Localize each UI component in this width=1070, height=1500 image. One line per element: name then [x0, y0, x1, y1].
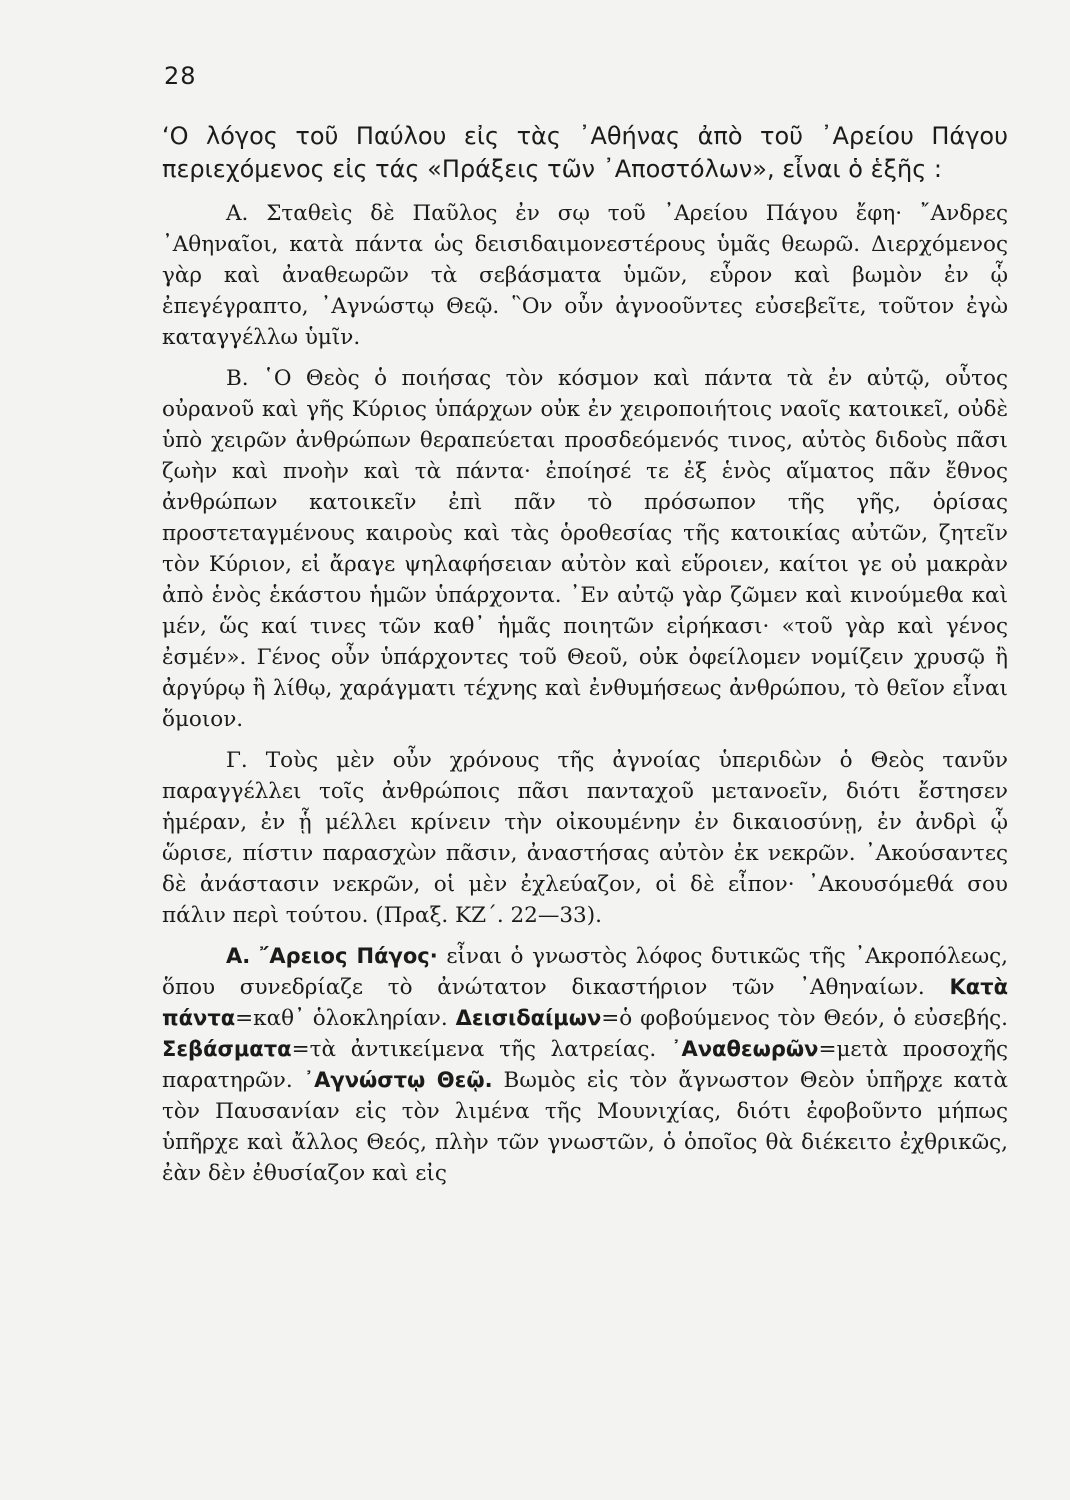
note-gloss: =μετὰ προσοχῆς παρατηρῶν. — [162, 1037, 1008, 1093]
note-gloss: =τὰ ἀντικείμενα τῆς λατρείας. — [291, 1037, 671, 1062]
page-number: 28 — [164, 62, 197, 90]
section-a-text: Σταθεὶς δὲ Παῦλος ἐν σῳ τοῦ ᾿Αρείου Πάγου ἔφη· ῎Ανδρες ᾿Αθηναῖοι, κατὰ πάντα ὡς δεισιδαιμονεστέρους ὑμᾶς θεωρῶ. Διερχόμενος γὰρ καὶ ἀναθεωρῶν τὰ σεβάσματα ὑμῶν, εὗρον καὶ βωμὸν ἐν ᾧ ἐπεγέγραπτο, ᾿Αγνώστῳ Θεῷ. ῝Ον οὖν ἀγνοοῦντες εὐσεβεῖτε, τοῦτον ἐγὼ καταγγέλλω ὑμῖν. — [162, 201, 1008, 350]
section-b-marker: Β. — [226, 366, 249, 391]
section-c-text: Τοὺς μὲν οὖν χρόνους τῆς ἀγνοίας ὑπεριδὼν ὁ Θεὸς τανῦν παραγγέλλει τοῖς ἀνθρώποις πᾶσι πανταχοῦ μετανοεῖν, διότι ἔστησεν ἡμέραν, ἐν ᾗ μέλλει κρίνειν τὴν οἰκουμένην ἐν δικαιοσύνῃ, ἐν ἀνδρὶ ᾧ ὥρισε, πίστιν παρασχὼν πᾶσιν, ἀναστήσας αὐτὸν ἐκ νεκρῶν. ᾿Ακούσαντες δὲ ἀνάστασιν νεκρῶν, οἱ μὲν ἐχλεύαζον, οἱ δὲ εἶπον· ᾿Ακουσόμεθά σου πάλιν περὶ τούτου. (Πραξ. ΚΖ΄. 22—33). — [162, 748, 1008, 928]
notes-paragraph — [162, 941, 1008, 1189]
note-term: ᾿Αγνώστῳ Θεῷ. — [303, 1068, 493, 1092]
page-content — [162, 120, 1008, 1211]
note-gloss: =ὁ φοβούμενος τὸν Θεόν, ὁ εὐσεβής. — [601, 1006, 1008, 1031]
notes-marker: Α. — [226, 944, 251, 968]
note-term: Σεβάσματα — [162, 1037, 292, 1061]
note-gloss: Βωμὸς εἰς τὸν ἄγνωστον Θεὸν ὑπῆρχε κατὰ τὸν Παυσανίαν εἰς τὸν λιμένα τῆς Μουνιχίας, διότι ἐφοβοῦντο μήπως ὑπῆρχε καὶ ἄλλος Θεός, πλὴν τῶν γνωστῶν, ὁ ὁποῖος θὰ διέκειτο ἐχθρικῶς, ἐὰν δὲν ἐθυσίαζον καὶ εἰς — [162, 1068, 1008, 1186]
note-term: ῎Αρειος Πάγος· — [258, 944, 438, 968]
section-c — [162, 745, 1008, 931]
section-c-marker: Γ. — [226, 748, 248, 773]
note-term: ᾿Αναθεωρῶν — [670, 1037, 819, 1061]
section-a-marker: Α. — [226, 201, 249, 226]
intro-paragraph: ‘Ο λόγος τοῦ Παύλου εἰς τὰς ᾿Αθήνας ἀπὸ τοῦ ᾿Αρείου Πάγου περιεχόμενος εἰς τάς «Πράξεις τῶν ᾿Αποστόλων», εἶναι ὁ ἑξῆς : — [162, 122, 1008, 183]
section-a — [162, 198, 1008, 353]
note-term: Κατὰ πάντα — [162, 975, 1008, 1030]
note-term: Δεισιδαίμων — [455, 1006, 602, 1030]
section-b-text: ῾Ο Θεὸς ὁ ποιήσας τὸν κόσμον καὶ πάντα τὰ ἐν αὐτῷ, οὗτος οὐρανοῦ καὶ γῆς Κύριος ὑπάρχων οὐκ ἐν χειροποιήτοις ναοῖς κατοικεῖ, οὐδὲ ὑπὸ χειρῶν ἀνθρώπων θεραπεύεται προσδεόμενός τινος, αὐτὸς διδοὺς πᾶσι ζωὴν καὶ πνοὴν καὶ τὰ πάντα· ἐποίησέ τε ἐξ ἑνὸς αἵματος πᾶν ἔθνος ἀνθρώπων κατοικεῖν ἐπὶ πᾶν τὸ πρόσωπον τῆς γῆς, ὁρίσας προστεταγμένους καιροὺς καὶ τὰς ὁροθεσίας τῆς κατοικίας αὐτῶν, ζητεῖν τὸν Κύριον, εἰ ἄραγε ψηλαφήσειαν αὐτὸν καὶ εὕροιεν, καίτοι γε οὐ μακρὰν ἀπὸ ἑνὸς ἑκάστου ἡμῶν ὑπάρχοντα. ᾿Εν αὐτῷ γὰρ ζῶμεν καὶ κινούμεθα καὶ μέν, ὥς καί τινες τῶν καθ᾿ ἡμᾶς ποιητῶν εἰρήκασι· «τοῦ γὰρ καὶ γένος ἐσμέν». Γένος οὖν ὑπάρχοντες τοῦ Θεοῦ, οὐκ ὀφείλομεν νομίζειν χρυσῷ ἢ ἀργύρῳ ἢ λίθῳ, χαράγματι τέχνης καὶ ἐνθυμήσεως ἀνθρώπου, τὸ θεῖον εἶναι ὅμοιον. — [162, 366, 1008, 732]
note-gloss: =καθ᾿ ὁλοκληρίαν. — [235, 1006, 456, 1031]
note-gloss: εἶναι ὁ γνωστὸς λόφος δυτικῶς τῆς ᾿Ακροπόλεως, ὅπου συνεδρίαζε τὸ ἀνώτατον δικαστήριον τῶν ᾿Αθηναίων. — [162, 944, 1008, 1000]
section-b — [162, 363, 1008, 735]
